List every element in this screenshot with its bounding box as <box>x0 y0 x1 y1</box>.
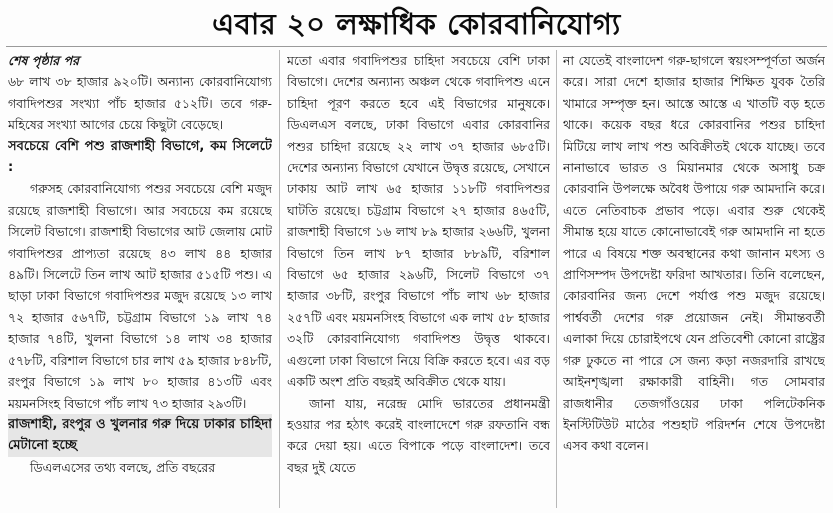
headline-rule <box>6 46 827 47</box>
column-1 <box>8 50 272 510</box>
headline: এবার ২০ লক্ষাধিক কোরবানিযোগ্য <box>212 7 621 41</box>
column-1-paragraph-2: গরুসহ কোরবানিযোগ্য পশুর সবচেয়ে বেশি মজুদ রয়েছে রাজশাহী বিভাগে। আর সবচেয়ে কম রয়েছে সিলেট বিভাগে। রাজশাহী বিভাগের আট জেলায় মোট গবাদিপশুর প্রাপ্যতা রয়েছে ৪৩ লাখ ৪৪ হাজার ৪৯টি। সিলেটে তিন লাখ আট হাজার ৫১৫টি পশু। এ ছাড়া ঢাকা বিভাগে গবাদিপশুর মজুদ রয়েছে ১৩ লাখ ৭২ হাজার ৫৬৭টি, চট্টগ্রাম বিভাগে ১৯ লাখ ৭৪ হাজার ৭৪টি, খুলনা বিভাগে ১৪ লাখ ৩৪ হাজার ৫৭৮টি, বরিশাল বিভাগে চার লাখ ৫৯ হাজার ৮৪৮টি, রংপুর বিভাগে ১৯ লাখ ৮০ হাজার ৪১৩টি এবং ময়মনসিংহ বিভাগে পাঁচ লাখ ৭৩ হাজার ২৯৩টি। <box>8 181 272 411</box>
column-3 <box>563 50 825 510</box>
subhead-dhaka-demand: রাজশাহী, রংপুর ও খুলনার গরু দিয়ে ঢাকার চাহিদা মেটানো হচ্ছে <box>8 414 272 457</box>
column-2 <box>287 50 550 510</box>
continuation-kicker: শেষ পৃষ্ঠার পর <box>8 53 80 68</box>
column-2-paragraph-1: মতো এবার গবাদিপশুর চাহিদা সবচেয়ে বেশি ঢাকা বিভাগে। দেশের অন্যান্য অঞ্চল থেকে গবাদিপশু এনে চাহিদা পূরণ করতে হবে এই বিভাগের মানুষকে। ডিএলএস বলছে, ঢাকা বিভাগে এবার কোরবানির পশুর চাহিদা রয়েছে ২২ লাখ ৩৭ হাজার ৬৮৫টি। দেশের অন্যান্য বিভাগে যেখানে উদ্বৃত্ত রয়েছে, সেখানে ঢাকায় আট লাখ ৬৫ হাজার ১১৮টি গবাদিপশুর ঘাটতি রয়েছে। চট্টগ্রাম বিভাগে ২৭ হাজার ৪৬৫টি, রাজশাহী বিভাগে ১৬ লাখ ৮৯ হাজার ২৬৬টি, খুলনা বিভাগে তিন লাখ ৮৭ হাজার ৮৮৯টি, বরিশাল বিভাগে ৬৫ হাজার ২৯৬টি, সিলেট বিভাগে ৩৭ হাজার ৩৮টি, রংপুর বিভাগে পাঁচ লাখ ৬৮ হাজার ২৫৭টি এবং ময়মনসিংহ বিভাগে এক লাখ ৫৮ হাজার ৩২টি কোরবানিযোগ্য গবাদিপশু উদ্বৃত্ত থাকবে। এগুলো ঢাকা বিভাগে নিয়ে বিক্রি করতে হবে। এর বড় একটি অংশ প্রতি বছরই অবিক্রীত থেকে যায়। <box>287 53 550 390</box>
column-divider-2 <box>556 50 557 508</box>
column-divider-1 <box>279 50 280 508</box>
column-1-paragraph-3: ডিএলএসের তথ্য বলছে, প্রতি বছরের <box>30 459 216 475</box>
column-3-paragraph-1: না যেতেই বাংলাদেশ গরু-ছাগলে স্বয়ংসম্পূর্ণতা অর্জন করে। সারা দেশে হাজার হাজার শিক্ষিত যুবক তৈরি খামারে সম্পৃক্ত হন। আস্তে আস্তে এ খাতটি বড় হতে থাকে। কয়েক বছর ধরে কোরবানির পশুর চাহিদা মিটিয়ে লাখ লাখ পশু অবিক্রীতই থেকে যাচ্ছে। তবে নানাভাবে ভারত ও মিয়ানমার থেকে অসাধু চক্র কোরবানি উপলক্ষে অবৈধ উপায়ে গরু আমদানি করে। এতে নেতিবাচক প্রভাব পড়ে। এবার শুরু থেকেই সীমান্ত হয়ে যাতে কোনোভাবেই গরু আমদানি না হতে পারে এ বিষয়ে শক্ত অবস্থানের কথা জানান মৎস্য ও প্রাণিসম্পদ উপদেষ্টা ফরিদা আখতার। তিনি বলেছেন, কোরবানির জন্য দেশে পর্যাপ্ত পশু মজুদ রয়েছে। পার্শ্ববর্তী দেশের গরু প্রয়োজন নেই। সীমান্তবর্তী এলাকা দিয়ে চোরাইপথে যেন প্রতিবেশী কোনো রাষ্ট্রের গরু ঢুকতে না পারে সে জন্য কড়া নজরদারি রাখছে আইনশৃঙ্খলা রক্ষাকারী বাহিনী। গত সোমবার রাজধানীর তেজগাঁওয়ের ঢাকা পলিটেকনিক ইনস্টিটিউট মাঠের পশুহাট পরিদর্শন শেষে উপদেষ্টা এসব কথা বলেন। <box>563 53 825 454</box>
column-1-paragraph-1: ৬৮ লাখ ৩৮ হাজার ৯২০টি। অন্যান্য কোরবানিযোগ্য গবাদিপশুর সংখ্যা পাঁচ হাজার ৫১২টি। তবে গরু-মহিষের সংখ্যা আগের চেয়ে কিছুটা বেড়েছে। <box>8 74 272 133</box>
subhead-rajshahi-sylhet: সবচেয়ে বেশি পশু রাজশাহী বিভাগে, কম সিলেটে : <box>8 138 272 176</box>
column-2-paragraph-2: জানা যায়, নরেন্দ্র মোদি ভারতের প্রধানমন্ত্রী হওয়ার পর হঠাৎ করেই বাংলাদেশে গরু রফতানি বন্ধ করে দেয়া হয়। এতে বিপাকে পড়ে বাংলাদেশ। তবে বছর দুই যেতে <box>287 395 550 475</box>
